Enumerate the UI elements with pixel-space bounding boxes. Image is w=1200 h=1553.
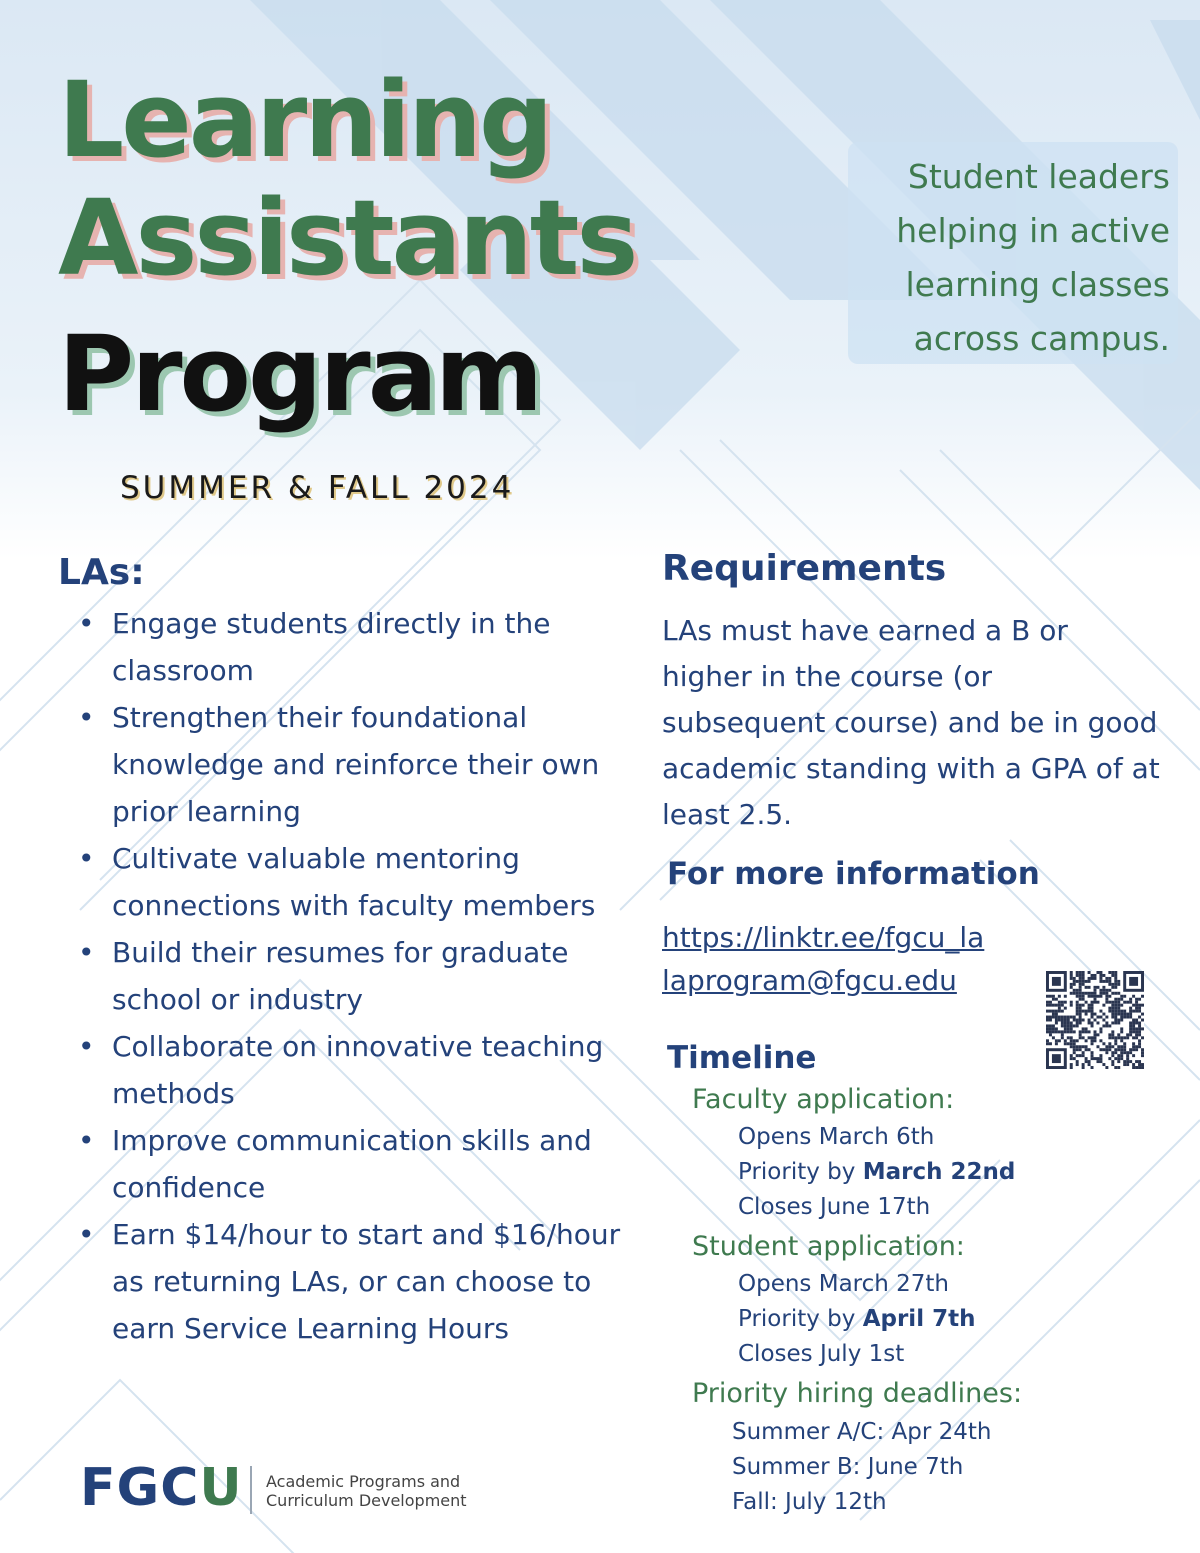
footer-divider	[250, 1466, 252, 1514]
hiring-deadline: Summer A/C: Apr 24th	[732, 1419, 992, 1445]
dept-line: Academic Programs and	[266, 1472, 461, 1491]
linktree-link[interactable]: https://linktr.ee/fgcu_la	[662, 921, 985, 954]
list-item: • Earn $14/hour to start and $16/hour as returning LAs, or can choose to earn Service Learning Hours	[72, 1211, 632, 1352]
list-item: • Improve communication skills and confidence	[72, 1117, 632, 1211]
las-heading: LAs:	[58, 552, 145, 593]
faculty-closes: Closes June 17th	[738, 1194, 931, 1220]
student-closes: Closes July 1st	[738, 1341, 905, 1367]
las-section	[0, 0, 640, 1450]
title-assistants: Assistants	[58, 177, 636, 299]
priority-prefix: Priority by	[738, 1306, 863, 1332]
list-item: • Build their resumes for graduate school or industry	[72, 929, 632, 1023]
student-opens: Opens March 27th	[738, 1271, 950, 1297]
tagline-line: across campus.	[913, 319, 1170, 358]
dept-line: Curriculum Development	[266, 1491, 467, 1510]
title-program: Program	[58, 313, 541, 435]
logo-end: U	[199, 1458, 243, 1518]
more-info-heading: For more information	[667, 856, 1040, 892]
priority-prefix: Priority by	[738, 1159, 863, 1185]
tagline-line: helping in active	[896, 211, 1170, 250]
timeline-heading: Timeline	[667, 1040, 817, 1076]
priority-date: April 7th	[862, 1306, 976, 1332]
hiring-deadline: Summer B: June 7th	[732, 1454, 964, 1480]
title-learning: Learning	[58, 59, 551, 181]
tagline	[810, 150, 1170, 366]
fgcu-logo	[80, 1458, 243, 1518]
list-item: • Cultivate valuable mentoring connections with faculty members	[72, 835, 632, 929]
logo-main: FGC	[80, 1458, 200, 1518]
department-name	[266, 1472, 506, 1510]
qr-code-icon[interactable]	[1046, 971, 1144, 1069]
tagline-line: Student leaders	[907, 157, 1170, 196]
hiring-deadline: Fall: July 12th	[732, 1489, 887, 1515]
hiring-deadlines-label: Priority hiring deadlines:	[692, 1378, 1023, 1409]
season-label: SUMMER & FALL 2024	[120, 470, 515, 506]
list-item: • Collaborate on innovative teaching methods	[72, 1023, 632, 1117]
list-item: • Engage students directly in the classroom	[72, 600, 632, 694]
requirements-text: LAs must have earned a B or higher in the course (or subsequent course) and be in good academic standing with a GPA of at least 2.5.	[662, 614, 1160, 831]
requirements-heading: Requirements	[662, 548, 947, 589]
student-application-label: Student application:	[692, 1231, 965, 1262]
email-link[interactable]: laprogram@fgcu.edu	[662, 964, 957, 997]
list-item: • Strengthen their foundational knowledge and reinforce their own prior learning	[72, 694, 632, 835]
faculty-opens: Opens March 6th	[738, 1124, 935, 1150]
faculty-application-label: Faculty application:	[692, 1084, 955, 1115]
benefits-list	[72, 600, 632, 1352]
tagline-line: learning classes	[905, 265, 1170, 304]
priority-date: March 22nd	[862, 1159, 1016, 1185]
